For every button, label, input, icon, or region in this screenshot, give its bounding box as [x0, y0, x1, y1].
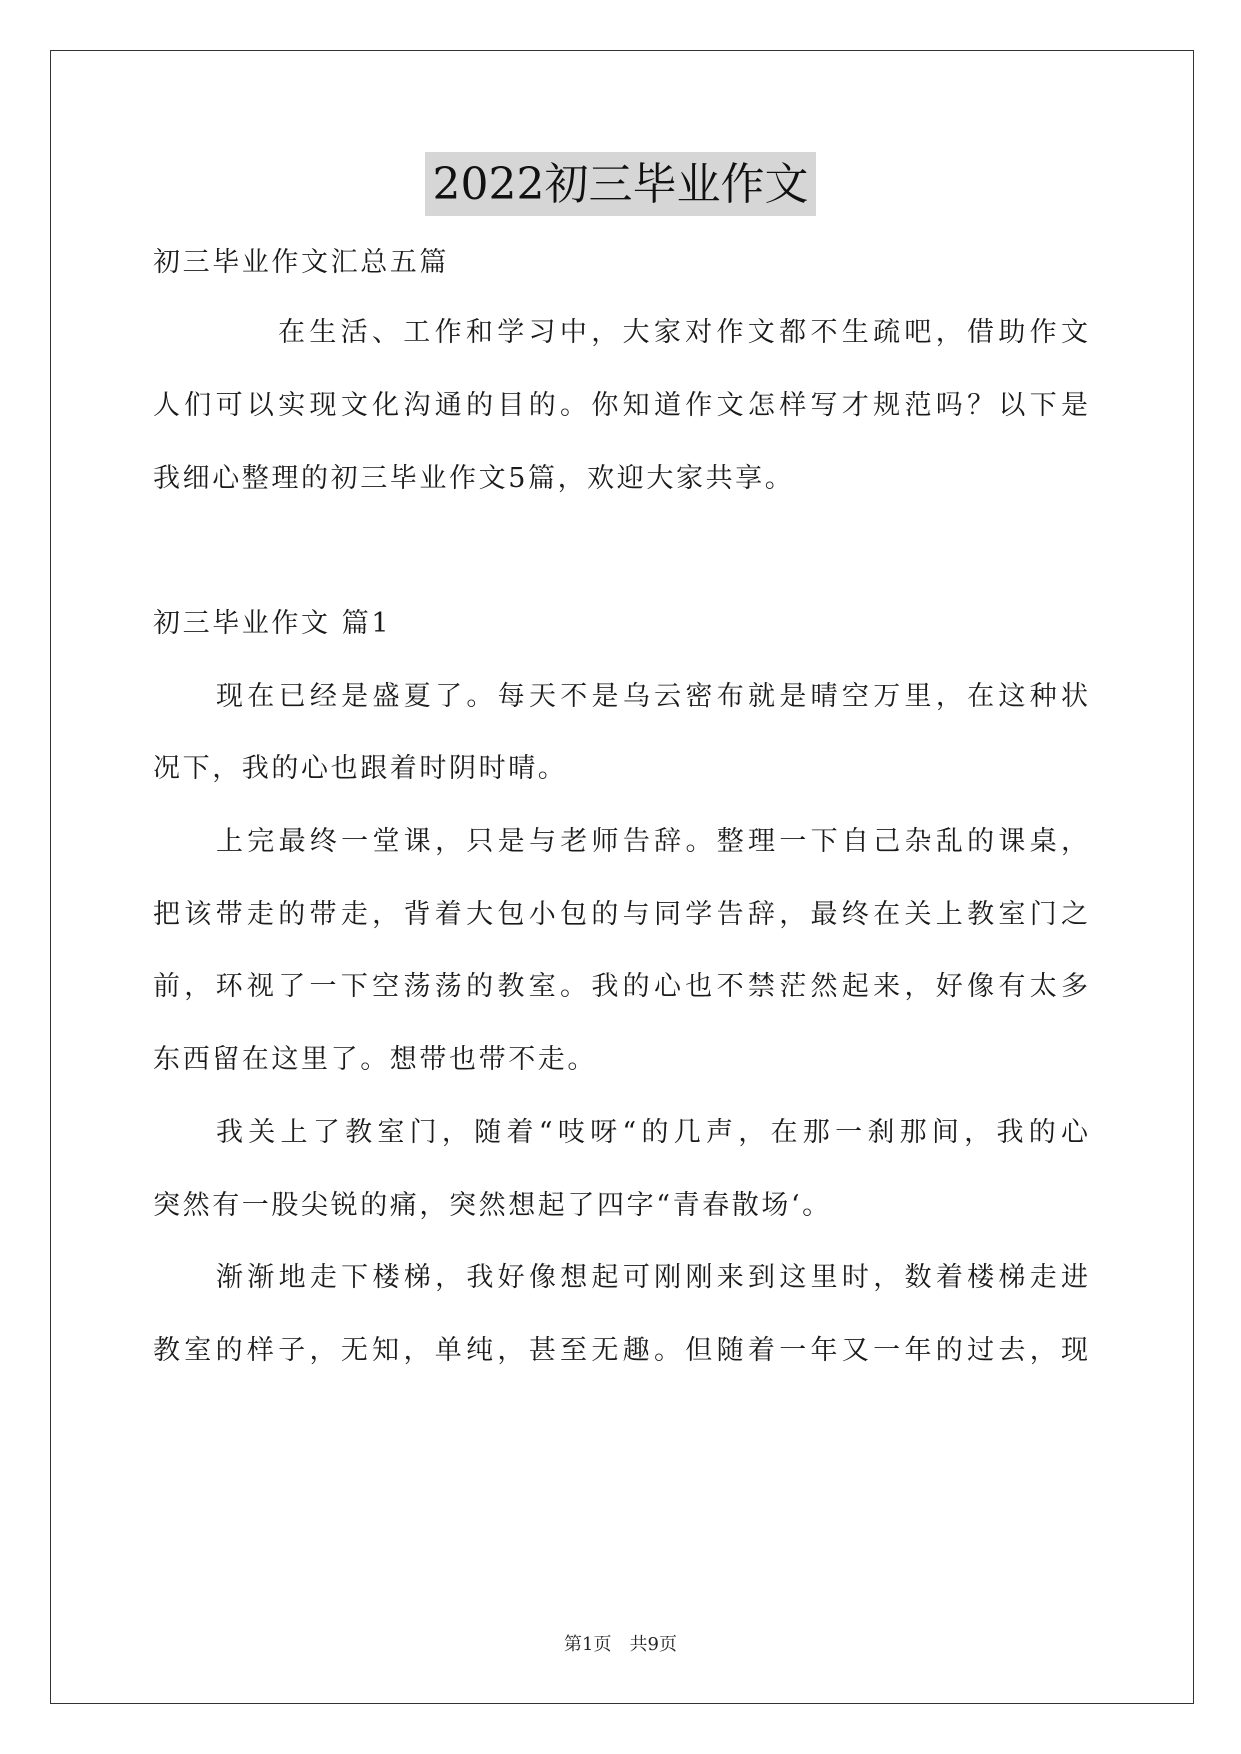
document-subtitle: 初三毕业作文汇总五篇	[153, 247, 449, 278]
body-line: 渐渐地走下楼梯，我好像想起可刚刚来到这里时，数着楼梯走进	[216, 1262, 1088, 1293]
section-heading: 初三毕业作文 篇1	[153, 608, 392, 639]
body-line: 前，环视了一下空荡荡的教室。我的心也不禁茫然起来，好像有太多	[153, 971, 1088, 1002]
body-line: 我关上了教室门，随着“吱呀“的几声，在那一刹那间，我的心	[216, 1117, 1088, 1148]
body-line: 况下，我的心也跟着时阴时晴。	[153, 753, 568, 784]
intro-line: 我细心整理的初三毕业作文5篇，欢迎大家共享。	[153, 463, 795, 494]
page-border	[50, 50, 1194, 1704]
body-line: 上完最终一堂课，只是与老师告辞。整理一下自己杂乱的课桌，	[216, 826, 1088, 857]
body-line: 突然有一股尖锐的痛，突然想起了四字“青春散场‘。	[153, 1190, 832, 1221]
intro-line: 在生活、工作和学习中，大家对作文都不生疏吧，借助作文	[278, 317, 1088, 348]
body-line: 东西留在这里了。想带也带不走。	[153, 1044, 597, 1075]
intro-line: 人们可以实现文化沟通的目的。你知道作文怎样写才规范吗？以下是	[153, 390, 1088, 421]
document-title: 2022初三毕业作文	[425, 152, 817, 216]
document-title-container	[0, 152, 1241, 216]
body-line: 教室的样子，无知，单纯，甚至无趣。但随着一年又一年的过去，现	[153, 1335, 1088, 1366]
body-line: 把该带走的带走，背着大包小包的与同学告辞，最终在关上教室门之	[153, 899, 1088, 930]
page-footer: 第1页 共9页	[564, 1634, 677, 1655]
body-line: 现在已经是盛夏了。每天不是乌云密布就是晴空万里，在这种状	[216, 681, 1088, 712]
